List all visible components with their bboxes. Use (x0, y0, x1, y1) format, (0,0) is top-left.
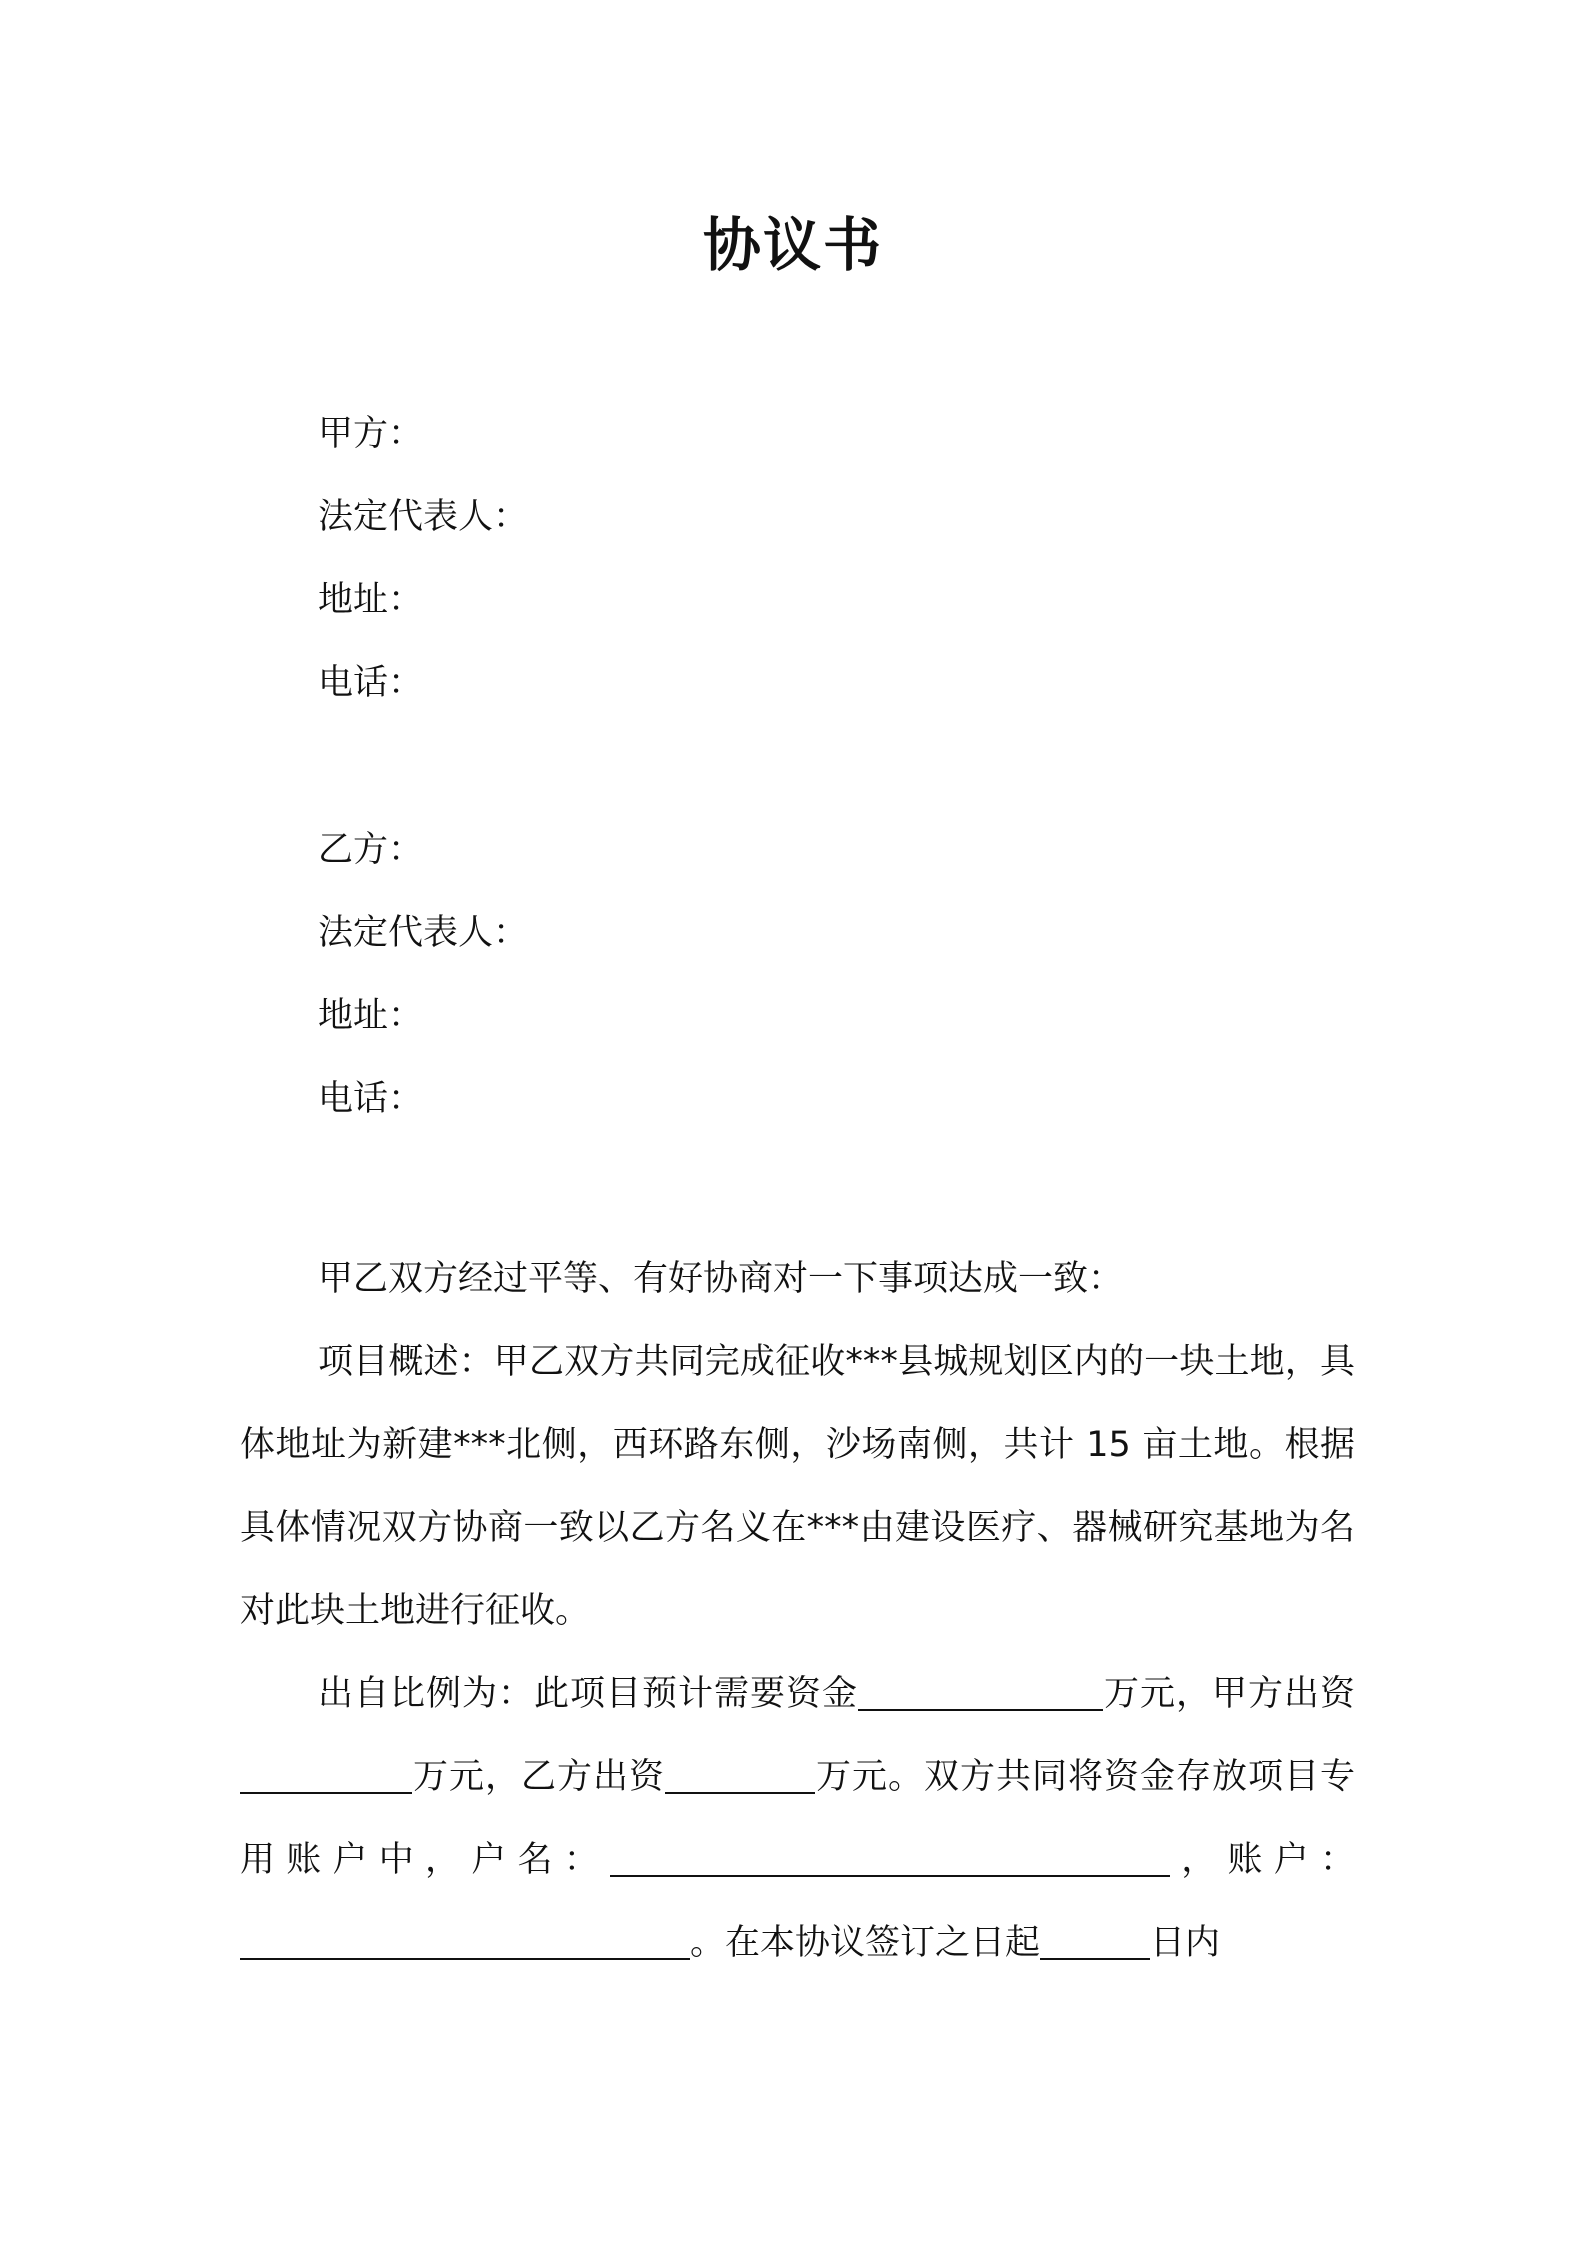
funding-text-3: 万元，乙方出资 (412, 1757, 665, 1797)
total-funds-blank (858, 1669, 1103, 1711)
party-a-phone-label: 电话： (318, 663, 424, 703)
party-b-phone-label: 电话： (318, 1079, 424, 1119)
agreement-body (240, 1238, 1355, 1985)
funding-text-6: 。在本协议签订之日起 (690, 1923, 1041, 1963)
funding-text-4: 万元。双方共同将资金存放项目专用账户中，户名： (240, 1757, 1355, 1880)
funding-paragraph (240, 1653, 1355, 1985)
intro-paragraph: 甲乙双方经过平等、有好协商对一下事项达成一致： (318, 1259, 1124, 1299)
funding-text-1: 出自比例为：此项目预计需要资金 (318, 1674, 858, 1714)
party-a-rep-label: 法定代表人： (318, 497, 529, 537)
party-b-rep-label: 法定代表人： (318, 913, 529, 953)
party-a-name-label: 甲方： (318, 414, 424, 454)
funding-text-2: 万元，甲方出资 (1102, 1674, 1355, 1714)
days-blank (1040, 1918, 1150, 1960)
funding-text-7: 日内 (1150, 1923, 1221, 1963)
party-b-name-label: 乙方： (318, 830, 424, 870)
document-title: 协议书 (702, 211, 883, 279)
overview-paragraph: 项目概述：甲乙双方共同完成征收***县城规划区内的一块土地，具体地址为新建***北侧，西环路东侧，沙场南侧，共计 15 亩土地。根据具体情况双方协商一致以乙方名义在***由建设医疗、器械研究基地为名对此块土地进行征收。 (240, 1342, 1355, 1631)
funding-text-5: ，账户： (1169, 1840, 1355, 1880)
party-b-funds-blank (665, 1752, 815, 1794)
account-name-blank (610, 1835, 1170, 1877)
party-a-funds-blank (240, 1752, 412, 1794)
party-b-address-label: 地址： (318, 996, 424, 1036)
party-a-address-label: 地址： (318, 580, 424, 620)
account-number-blank (240, 1918, 690, 1960)
